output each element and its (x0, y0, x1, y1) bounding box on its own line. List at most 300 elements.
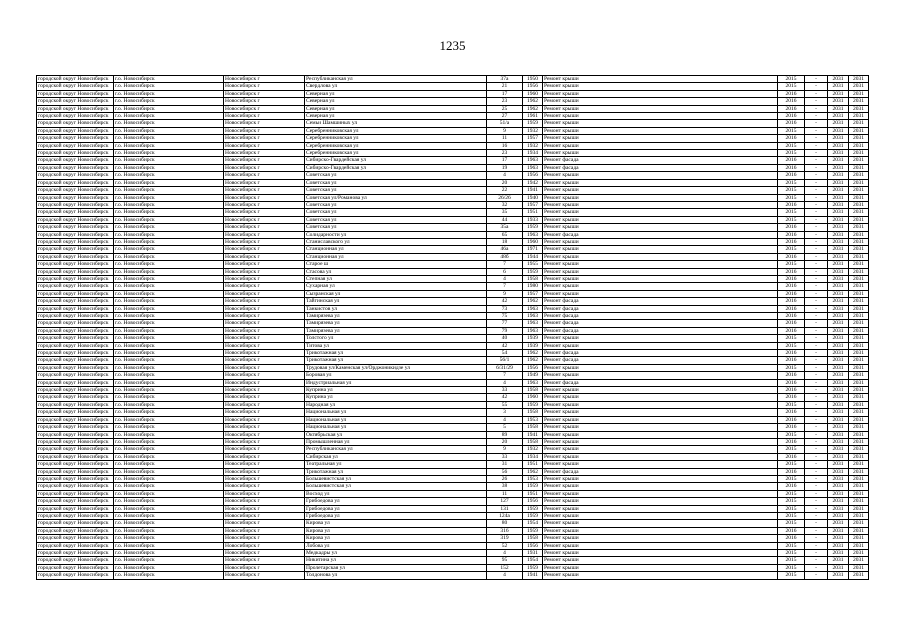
cell-year-built: 1959 (523, 224, 543, 231)
cell-work-type: Ремонт крыши (543, 527, 778, 534)
cell-house-number: 42 (487, 394, 523, 401)
cell-city: Новосибирск г (224, 572, 305, 579)
cell-street: Станционная ул (305, 253, 487, 260)
cell-municipality: городской округ Новосибирск (37, 298, 114, 305)
cell-plan-start: 2015 (778, 446, 805, 453)
cell-plan-final: 2031 (849, 364, 869, 371)
cell-house-number: 17 (487, 157, 523, 164)
cell-municipality: городской округ Новосибирск (37, 387, 114, 394)
cell-plan-start: 2015 (778, 150, 805, 157)
cell-work-type: Ремонт крыши (543, 416, 778, 423)
cell-work-type: Ремонт крыши (543, 364, 778, 371)
cell-work-type: Ремонт крыши (543, 453, 778, 460)
cell-work-type: Ремонт крыши (543, 150, 778, 157)
table-row (37, 113, 869, 120)
cell-settlement: г.о. Новосибирск (114, 238, 224, 245)
cell-city: Новосибирск г (224, 275, 305, 282)
cell-year-built: 1962 (523, 98, 543, 105)
cell-work-type: Ремонт фасада (543, 379, 778, 386)
cell-plan-start: 2016 (778, 283, 805, 290)
cell-settlement: г.о. Новосибирск (114, 424, 224, 431)
cell-municipality: городской округ Новосибирск (37, 438, 114, 445)
cell-street: Северная ул (305, 113, 487, 120)
cell-city: Новосибирск г (224, 387, 305, 394)
cell-house-number: 6/31/29 (487, 364, 523, 371)
cell-house-number: 37а (487, 76, 523, 83)
cell-house-number: 23 (487, 98, 523, 105)
cell-municipality: городской округ Новосибирск (37, 98, 114, 105)
cell-settlement: г.о. Новосибирск (114, 120, 224, 127)
cell-year-built: 1959 (523, 527, 543, 534)
cell-house-number: 131 (487, 505, 523, 512)
cell-plan-end: 2031 (828, 98, 849, 105)
cell-plan-final: 2031 (849, 194, 869, 201)
cell-work-type: Ремонт крыши (543, 268, 778, 275)
table-row (37, 572, 869, 579)
cell-street: Лобова ул (305, 542, 487, 549)
table-row (37, 438, 869, 445)
cell-plan-end: 2031 (828, 231, 849, 238)
cell-settlement: г.о. Новосибирск (114, 490, 224, 497)
cell-plan-end: 2031 (828, 535, 849, 542)
cell-plan-end: 2031 (828, 387, 849, 394)
cell-year-built: 1960 (523, 90, 543, 97)
cell-street: Советская ул (305, 172, 487, 179)
cell-municipality: городской округ Новосибирск (37, 179, 114, 186)
cell-plan-end: 2031 (828, 357, 849, 364)
table-row (37, 283, 869, 290)
cell-work-type: Ремонт крыши (543, 290, 778, 297)
cell-city: Новосибирск г (224, 446, 305, 453)
cell-municipality: городской округ Новосибирск (37, 409, 114, 416)
cell-municipality: городской округ Новосибирск (37, 164, 114, 171)
cell-municipality: городской округ Новосибирск (37, 357, 114, 364)
cell-house-number: 4 (487, 275, 523, 282)
cell-year-built: 1957 (523, 201, 543, 208)
cell-year-built: 1957 (523, 135, 543, 142)
table-row (37, 461, 869, 468)
cell-plan-final: 2031 (849, 113, 869, 120)
cell-street: Советская ул (305, 209, 487, 216)
cell-street: Грибоедова ул (305, 498, 487, 505)
cell-work-type: Ремонт крыши (543, 483, 778, 490)
cell-street: Танкистов ул (305, 305, 487, 312)
cell-city: Новосибирск г (224, 261, 305, 268)
cell-plan-start: 2016 (778, 253, 805, 260)
cell-plan-mid: - (805, 268, 828, 275)
cell-municipality: городской округ Новосибирск (37, 320, 114, 327)
cell-settlement: г.о. Новосибирск (114, 313, 224, 320)
cell-year-built: 1963 (523, 305, 543, 312)
cell-street: Северная ул (305, 105, 487, 112)
cell-plan-start: 2016 (778, 453, 805, 460)
table-row (37, 490, 869, 497)
cell-plan-start: 2016 (778, 394, 805, 401)
cell-year-built: 1931 (523, 550, 543, 557)
cell-municipality: городской округ Новосибирск (37, 550, 114, 557)
cell-plan-final: 2031 (849, 261, 869, 268)
cell-municipality: городской округ Новосибирск (37, 201, 114, 208)
cell-street: Титова ул (305, 342, 487, 349)
cell-plan-end: 2031 (828, 394, 849, 401)
cell-plan-start: 2016 (778, 268, 805, 275)
cell-plan-start: 2016 (778, 483, 805, 490)
cell-work-type: Ремонт крыши (543, 172, 778, 179)
cell-plan-start: 2015 (778, 498, 805, 505)
cell-municipality: городской округ Новосибирск (37, 150, 114, 157)
cell-municipality: городской округ Новосибирск (37, 238, 114, 245)
cell-plan-end: 2031 (828, 105, 849, 112)
cell-city: Новосибирск г (224, 201, 305, 208)
cell-work-type: Ремонт крыши (543, 135, 778, 142)
table-row (37, 142, 869, 149)
cell-settlement: г.о. Новосибирск (114, 83, 224, 90)
cell-street: Грибоедова ул (305, 512, 487, 519)
cell-house-number: 95 (487, 557, 523, 564)
cell-street: Трудовая ул/Каменская ул/Орджоникидзе ул (305, 364, 487, 371)
table-row (37, 135, 869, 142)
cell-settlement: г.о. Новосибирск (114, 550, 224, 557)
cell-plan-mid: - (805, 142, 828, 149)
cell-plan-mid: - (805, 98, 828, 105)
cell-house-number: 80 (487, 520, 523, 527)
cell-work-type: Ремонт крыши (543, 446, 778, 453)
cell-city: Новосибирск г (224, 394, 305, 401)
cell-city: Новосибирск г (224, 150, 305, 157)
cell-municipality: городской округ Новосибирск (37, 113, 114, 120)
cell-plan-start: 2015 (778, 475, 805, 482)
table-row (37, 313, 869, 320)
cell-street: Серебренниковская ул (305, 150, 487, 157)
cell-plan-mid: - (805, 416, 828, 423)
cell-plan-end: 2031 (828, 512, 849, 519)
cell-street: Северная ул (305, 90, 487, 97)
cell-plan-mid: - (805, 283, 828, 290)
cell-settlement: г.о. Новосибирск (114, 483, 224, 490)
cell-work-type: Ремонт фасада (543, 350, 778, 357)
cell-municipality: городской округ Новосибирск (37, 275, 114, 282)
cell-street: Советская ул (305, 216, 487, 223)
cell-house-number: 27 (487, 113, 523, 120)
cell-work-type: Ремонт крыши (543, 283, 778, 290)
cell-plan-start: 2015 (778, 187, 805, 194)
cell-settlement: г.о. Новосибирск (114, 387, 224, 394)
cell-settlement: г.о. Новосибирск (114, 135, 224, 142)
cell-plan-mid: - (805, 298, 828, 305)
cell-settlement: г.о. Новосибирск (114, 268, 224, 275)
table-row (37, 557, 869, 564)
cell-street: Степная ул (305, 275, 487, 282)
cell-city: Новосибирск г (224, 564, 305, 571)
cell-plan-end: 2031 (828, 275, 849, 282)
cell-street: Куприна ул (305, 387, 487, 394)
cell-settlement: г.о. Новосибирск (114, 231, 224, 238)
cell-street: Трикотажная ул (305, 350, 487, 357)
cell-plan-final: 2031 (849, 201, 869, 208)
cell-city: Новосибирск г (224, 253, 305, 260)
cell-street: Советская ул/Романова ул (305, 194, 487, 201)
table-row (37, 305, 869, 312)
cell-plan-mid: - (805, 564, 828, 571)
cell-street: Индустриальная ул (305, 379, 487, 386)
table-row (37, 268, 869, 275)
cell-settlement: г.о. Новосибирск (114, 253, 224, 260)
cell-house-number: 52 (487, 542, 523, 549)
cell-work-type: Ремонт фасада (543, 313, 778, 320)
cell-street: Станционная ул (305, 246, 487, 253)
cell-plan-end: 2031 (828, 409, 849, 416)
cell-plan-end: 2031 (828, 401, 849, 408)
cell-street: Куприна ул (305, 394, 487, 401)
cell-settlement: г.о. Новосибирск (114, 505, 224, 512)
cell-work-type: Ремонт крыши (543, 498, 778, 505)
cell-year-built: 1934 (523, 453, 543, 460)
table-row (37, 327, 869, 334)
cell-municipality: городской округ Новосибирск (37, 187, 114, 194)
cell-municipality: городской округ Новосибирск (37, 527, 114, 534)
cell-plan-end: 2031 (828, 468, 849, 475)
cell-plan-final: 2031 (849, 342, 869, 349)
cell-plan-mid: - (805, 446, 828, 453)
cell-plan-mid: - (805, 475, 828, 482)
cell-year-built: 1953 (523, 416, 543, 423)
cell-city: Новосибирск г (224, 475, 305, 482)
cell-plan-mid: - (805, 246, 828, 253)
cell-city: Новосибирск г (224, 379, 305, 386)
cell-year-built: 1958 (523, 535, 543, 542)
cell-house-number: 7 (487, 283, 523, 290)
cell-plan-start: 2015 (778, 127, 805, 134)
cell-street: Сибирская ул (305, 453, 487, 460)
cell-city: Новосибирск г (224, 172, 305, 179)
cell-plan-end: 2031 (828, 164, 849, 171)
cell-city: Новосибирск г (224, 364, 305, 371)
cell-plan-final: 2031 (849, 468, 869, 475)
cell-house-number: 127 (487, 498, 523, 505)
cell-year-built: 1963 (523, 157, 543, 164)
cell-settlement: г.о. Новосибирск (114, 187, 224, 194)
cell-plan-start: 2015 (778, 216, 805, 223)
cell-house-number: 9 (487, 290, 523, 297)
cell-city: Новосибирск г (224, 320, 305, 327)
cell-plan-mid: - (805, 542, 828, 549)
cell-house-number: 46а (487, 246, 523, 253)
cell-year-built: 1954 (523, 557, 543, 564)
cell-work-type: Ремонт фасада (543, 327, 778, 334)
cell-plan-final: 2031 (849, 275, 869, 282)
table-row (37, 475, 869, 482)
cell-year-built: 1944 (523, 253, 543, 260)
cell-plan-mid: - (805, 327, 828, 334)
cell-work-type: Ремонт крыши (543, 201, 778, 208)
cell-plan-final: 2031 (849, 268, 869, 275)
cell-year-built: 1962 (523, 357, 543, 364)
cell-plan-start: 2016 (778, 201, 805, 208)
cell-work-type: Ремонт крыши (543, 394, 778, 401)
cell-plan-final: 2031 (849, 372, 869, 379)
cell-street: Серебренниковская ул (305, 127, 487, 134)
cell-municipality: городской округ Новосибирск (37, 483, 114, 490)
cell-work-type: Ремонт крыши (543, 490, 778, 497)
cell-municipality: городской округ Новосибирск (37, 105, 114, 112)
cell-house-number: 11 (487, 490, 523, 497)
cell-plan-final: 2031 (849, 572, 869, 579)
cell-house-number: 77 (487, 320, 523, 327)
cell-settlement: г.о. Новосибирск (114, 298, 224, 305)
cell-plan-start: 2016 (778, 350, 805, 357)
cell-plan-end: 2031 (828, 150, 849, 157)
cell-street: Сухарная ул (305, 283, 487, 290)
cell-house-number: 16 (487, 142, 523, 149)
cell-plan-end: 2031 (828, 209, 849, 216)
cell-settlement: г.о. Новосибирск (114, 342, 224, 349)
cell-plan-mid: - (805, 150, 828, 157)
cell-plan-final: 2031 (849, 557, 869, 564)
cell-city: Новосибирск г (224, 179, 305, 186)
cell-municipality: городской округ Новосибирск (37, 157, 114, 164)
cell-plan-end: 2031 (828, 298, 849, 305)
cell-street: Никитина ул (305, 557, 487, 564)
cell-municipality: городской округ Новосибирск (37, 372, 114, 379)
cell-plan-final: 2031 (849, 461, 869, 468)
cell-plan-mid: - (805, 320, 828, 327)
cell-city: Новосибирск г (224, 401, 305, 408)
cell-plan-final: 2031 (849, 535, 869, 542)
cell-plan-start: 2016 (778, 90, 805, 97)
cell-house-number: 26 (487, 475, 523, 482)
table-row (37, 224, 869, 231)
table-row (37, 261, 869, 268)
cell-work-type: Ремонт крыши (543, 224, 778, 231)
cell-plan-final: 2031 (849, 550, 869, 557)
cell-municipality: городской округ Новосибирск (37, 542, 114, 549)
cell-city: Новосибирск г (224, 327, 305, 334)
cell-work-type: Ремонт крыши (543, 90, 778, 97)
cell-plan-final: 2031 (849, 253, 869, 260)
table-row (37, 90, 869, 97)
cell-plan-start: 2015 (778, 83, 805, 90)
cell-plan-mid: - (805, 387, 828, 394)
cell-plan-mid: - (805, 379, 828, 386)
cell-street: Тайгинская ул (305, 298, 487, 305)
cell-plan-final: 2031 (849, 416, 869, 423)
cell-plan-mid: - (805, 520, 828, 527)
table-row (37, 187, 869, 194)
cell-house-number: 48б (487, 253, 523, 260)
cell-municipality: городской округ Новосибирск (37, 475, 114, 482)
cell-municipality: городской округ Новосибирск (37, 135, 114, 142)
cell-work-type: Ремонт крыши (543, 98, 778, 105)
cell-plan-mid: - (805, 105, 828, 112)
cell-year-built: 1953 (523, 475, 543, 482)
cell-house-number: 20 (487, 438, 523, 445)
cell-city: Новосибирск г (224, 483, 305, 490)
cell-year-built: 1951 (523, 209, 543, 216)
cell-plan-final: 2031 (849, 164, 869, 171)
cell-plan-start: 2015 (778, 335, 805, 342)
table-row (37, 335, 869, 342)
cell-city: Новосибирск г (224, 194, 305, 201)
cell-municipality: городской округ Новосибирск (37, 431, 114, 438)
cell-plan-start: 2016 (778, 105, 805, 112)
cell-plan-final: 2031 (849, 76, 869, 83)
cell-house-number: 33 (487, 453, 523, 460)
cell-work-type: Ремонт крыши (543, 550, 778, 557)
cell-house-number: 35а (487, 224, 523, 231)
cell-work-type: Ремонт крыши (543, 120, 778, 127)
cell-municipality: городской округ Новосибирск (37, 461, 114, 468)
cell-plan-mid: - (805, 209, 828, 216)
cell-year-built: 1956 (523, 498, 543, 505)
cell-plan-mid: - (805, 498, 828, 505)
cell-house-number: 89 (487, 431, 523, 438)
cell-house-number: 26/26 (487, 194, 523, 201)
cell-settlement: г.о. Новосибирск (114, 224, 224, 231)
cell-plan-mid: - (805, 335, 828, 342)
cell-plan-start: 2015 (778, 542, 805, 549)
cell-plan-mid: - (805, 305, 828, 312)
cell-settlement: г.о. Новосибирск (114, 320, 224, 327)
cell-plan-end: 2031 (828, 127, 849, 134)
cell-work-type: Ремонт фасада (543, 468, 778, 475)
cell-year-built: 1941 (523, 187, 543, 194)
cell-municipality: городской округ Новосибирск (37, 505, 114, 512)
cell-house-number: 54 (487, 350, 523, 357)
table-body (37, 76, 869, 580)
cell-year-built: 1951 (523, 461, 543, 468)
cell-city: Новосибирск г (224, 468, 305, 475)
cell-street: Сызранская ул (305, 290, 487, 297)
table-row (37, 431, 869, 438)
cell-house-number: 44 (487, 216, 523, 223)
cell-plan-start: 2015 (778, 76, 805, 83)
cell-settlement: г.о. Новосибирск (114, 335, 224, 342)
cell-plan-mid: - (805, 550, 828, 557)
cell-work-type: Ремонт крыши (543, 572, 778, 579)
cell-plan-mid: - (805, 194, 828, 201)
cell-year-built: 1959 (523, 120, 543, 127)
cell-plan-end: 2031 (828, 505, 849, 512)
cell-city: Новосибирск г (224, 142, 305, 149)
table-row (37, 498, 869, 505)
cell-plan-end: 2031 (828, 238, 849, 245)
cell-year-built: 1934 (523, 150, 543, 157)
cell-street: Тамирязева ул (305, 313, 487, 320)
cell-settlement: г.о. Новосибирск (114, 209, 224, 216)
cell-year-built: 1963 (523, 327, 543, 334)
cell-city: Новосибирск г (224, 505, 305, 512)
cell-plan-mid: - (805, 431, 828, 438)
cell-street: Республиканская ул (305, 446, 487, 453)
cell-municipality: городской округ Новосибирск (37, 468, 114, 475)
cell-house-number: 18 (487, 238, 523, 245)
cell-city: Новосибирск г (224, 231, 305, 238)
cell-year-built: 1960 (523, 394, 543, 401)
cell-settlement: г.о. Новосибирск (114, 179, 224, 186)
cell-work-type: Ремонт крыши (543, 475, 778, 482)
cell-plan-end: 2031 (828, 90, 849, 97)
cell-plan-start: 2015 (778, 557, 805, 564)
cell-settlement: г.о. Новосибирск (114, 564, 224, 571)
cell-house-number: 124а (487, 512, 523, 519)
cell-work-type: Ремонт крыши (543, 83, 778, 90)
cell-plan-start: 2015 (778, 261, 805, 268)
cell-street: Кирова ул (305, 527, 487, 534)
cell-plan-start: 2016 (778, 424, 805, 431)
cell-work-type: Ремонт фасада (543, 320, 778, 327)
cell-city: Новосибирск г (224, 416, 305, 423)
cell-house-number: 25 (487, 105, 523, 112)
